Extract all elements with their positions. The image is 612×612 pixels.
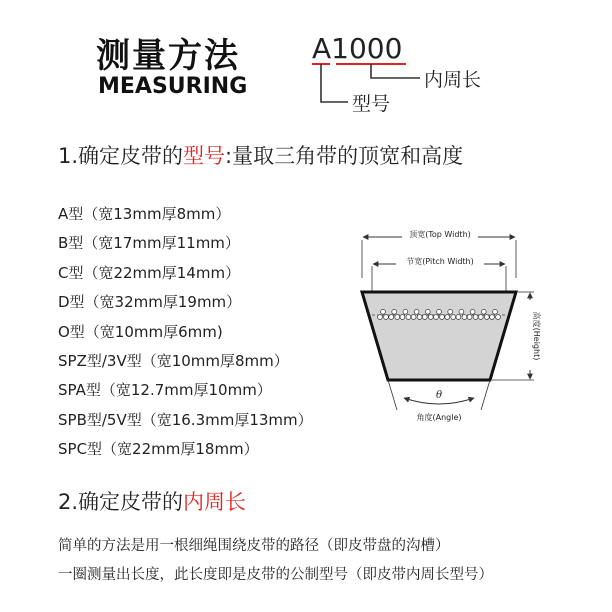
tension-cord [445,315,450,320]
angle-line-left [388,380,397,410]
tension-cord [406,315,411,320]
tension-cord [400,315,405,320]
tension-cord [434,315,439,320]
tension-cord [448,309,453,314]
description-line-2: 一圈测量出长度，此长度即是皮带的公制型号（即皮带内周长型号） [58,567,493,583]
tension-cord [493,309,498,314]
step1-prefix: 1.确定皮带的 [58,144,184,168]
tension-cord [490,315,495,320]
spec-item: C型（宽22mm厚14mm） [58,263,241,282]
tension-cord [403,309,408,314]
model-code-diagram [300,28,530,128]
tension-cord [470,309,475,314]
tension-cord [459,309,464,314]
length-leader-line [371,64,420,78]
spec-item: D型（宽32mm厚19mm） [58,293,242,312]
top-width-label: 顶宽(Top Width) [409,230,471,239]
tension-cord [417,315,422,320]
pitch-width-label: 节宽(Pitch Width) [406,257,474,266]
spec-item: SPC型（宽22mm厚18mm） [58,440,259,459]
tension-cord [381,309,386,314]
belt-profile [362,292,516,380]
step2-heading [58,486,246,516]
tension-cord [440,315,445,320]
tension-cord [462,315,467,320]
height-label: 高度(Height) [532,311,541,361]
theta-symbol: θ [435,390,443,401]
tension-cord [389,315,394,320]
page-subtitle: MEASURING [98,74,248,99]
angle-line-right [481,380,490,410]
spec-item: SPB型/5V型（宽16.3mm厚13mm） [58,410,313,429]
tension-cord [496,315,501,320]
tension-cord [392,309,397,314]
spec-item: O型（宽10mm厚6mm) [58,322,223,341]
spec-item: B型（宽17mm厚11mm） [58,234,240,253]
angle-label: 角度(Angle) [416,413,462,422]
tension-cord [451,315,456,320]
tension-cord [428,315,433,320]
tension-cord [411,315,416,320]
tension-cord [437,309,442,314]
tension-cord [484,315,489,320]
model-code: A1000 [312,32,403,65]
model-leader-line [321,64,348,102]
tension-cord [473,315,478,320]
tension-cord [378,315,383,320]
step2-highlight: 内周长 [183,490,247,514]
description-line-1: 简单的方法是用一根细绳围绕皮带的路径（即皮带盘的沟槽） [58,538,450,554]
spec-item: SPA型（宽12.7mm厚10mm） [58,381,272,400]
step1-heading [58,140,463,170]
tension-cord [467,315,472,320]
tension-cord [478,315,483,320]
step2-prefix: 2.确定皮带的 [58,490,184,514]
tension-cord [456,315,461,320]
tension-cord [422,315,427,320]
tension-cord [425,309,430,314]
tension-cord [384,315,389,320]
spec-item: A型（宽13mm厚8mm） [58,205,231,223]
belt-cross-section-diagram [342,220,552,430]
circumference-label: 内周长 [424,69,482,91]
tension-cord [481,309,486,314]
model-label: 型号 [352,93,391,115]
belt-spec-list [58,200,313,465]
page-title: 测量方法 [96,36,240,76]
step1-suffix: :量取三角带的顶宽和高度 [225,144,464,168]
step1-highlight: 型号 [183,144,226,168]
tension-cord [395,315,400,320]
spec-item: SPZ型/3V型（宽10mm厚8mm） [58,351,289,370]
tension-cord [414,309,419,314]
